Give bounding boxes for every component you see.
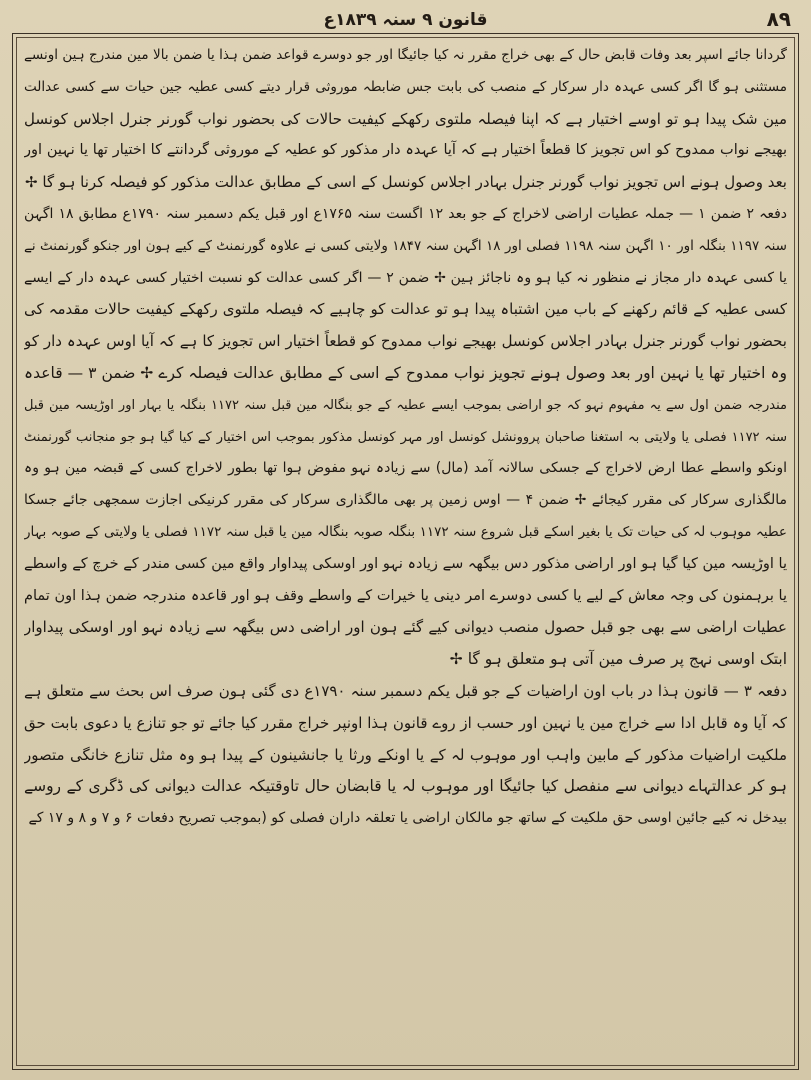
text-line: سنہ ۱۱۹۷ بنگلہ اور ۱۰ اگہن سنہ ۱۱۹۸ فصلی اور ۱۸ اگہن سنہ ۱۸۴۷ ولایتی کسی نے علاوہ گورنمنٹ کے کیے ہون اور جنکو گورنمنٹ نے: [24, 237, 787, 254]
text-line: یا اوڑیسہ مین کیا گیا ہو اور اراضی مذکور دس بیگھہ سے زیادہ نہو اور اوسکی پیداوار واقع مین کسی مندر کے خرچ کے واسطے: [24, 555, 787, 572]
text-line: سنہ ۱۱۷۲ فصلی یا ولایتی بہ استغنا صاحبان پروونشل کونسل اور مہر کونسل مذکور بموجب اس اختیار کے کیا گیا ہو جو منجانب گورنمنٹ: [24, 429, 787, 445]
text-line: وہ اختیار تھا یا نہین اور بعد وصول ہونے تجویز نواب ممدوح کے اسی کے مطابق عدالت فیصلہ کرے ✢ ضمن ۳ — قاعدہ: [24, 363, 787, 382]
body-text: [24, 40, 787, 1062]
text-line: بیدخل نہ کیے جائین اوسی حق ملکیت کے ساتھ جو مالکان اراضی یا تعلقہ داران فصلی کو (بموجب تصریح دفعات ۶ و ۷ و ۸ و ۱۷ کے: [28, 810, 787, 827]
text-line: یا کسی عہدہ دار مجاز نے منظور نہ کیا ہو وہ ناجائز ہین ✢ ضمن ۲ — اگر کسی عدالت کو نسبت اختیار کسی عہدہ دار کے ایسے: [24, 269, 787, 286]
page-header: [14, 6, 797, 32]
text-line: بھیجے نواب ممدوح کو اس تجویز کا قطعاً اختیار ہے کہ آیا عہدہ دار مذکور کو عطیہ کے موروثی گردانتے کا اختیار تھا یا نہین اور: [24, 142, 787, 159]
text-line: کہ آیا وہ قابل ادا سے خراج مین یا نہین اور حسب از روے قانون ہذا اونپر خراج مقرر کیا جائے تو جو تنازع یا دعوی بابت حق: [24, 713, 787, 732]
text-line: مالگذاری سرکار کی مقرر کیجائے ✢ ضمن ۴ — اوس زمین پر بھی مالگذاری سرکار کی مقرر کرنیکی اجازت سمجھی جائے جسکا: [24, 492, 787, 509]
text-line: یا برہمنون کی وجہ معاش کے لیے یا کسی دوسرے امر دینی یا خیرات کے واسطے وقف ہو اور قاعدہ مندرجہ ضمن ہذا اون تمام: [24, 587, 787, 604]
text-line: مندرجہ ضمن اول سے یہ مفہوم نہو کہ جو اراضی بموجب ایسے عطیہ کے جو بنگالہ مین قبل سنہ ۱۱۷۲ بنگلہ یا بہار اور اوڑیسہ مین قبل: [24, 397, 787, 413]
running-head: قانون ۹ سنہ ۱۸۳۹ع: [323, 9, 488, 30]
text-line: عطیہ موہوب لہ کی حیات تک یا بغیر اسکے قبل شروع سنہ ۱۱۷۲ بنگلہ صوبہ بنگالہ مین یا قبل سنہ ۱۱۷۲ فصلی یا ولایتی کے صوبہ بہار: [24, 523, 787, 540]
text-line: ابتک اوسی نہج پر صرف مین آتی ہو متعلق ہو گا ✢: [449, 650, 787, 669]
text-line: مستثنی ہو گا اگر کسی عہدہ دار سرکار کے منصب کی بابت جس ضابطہ موروثی قرار دیتے کسی عطیہ جین حیات سے کسی عدالت: [24, 78, 787, 95]
text-line: عطیات اراضی سے بھی جو قبل حصول منصب دیوانی کیے گئے ہون اور اراضی دس بیگھہ سے زیادہ نہو اور اوسکی پیداوار: [24, 618, 787, 637]
text-line: گردانا جائے اسپر بعد وفات قابض حال کے بھی خراج مقرر نہ کیا جائیگا اور جو دوسرے قواعد ضمن ہذا یا ضمن بالا مین مندرج ہین اونسے: [24, 47, 787, 63]
text-line: بحضور نواب گورنر جنرل بہادر اجلاس کونسل بھیجے نواب ممدوح کو قطعاً اختیار اس تجویز کا ہے کہ آیا اوس عہدہ دار کو: [24, 332, 787, 351]
text-line: ملکیت اراضیات مذکور کے مابین واہب اور موہوب لہ کے یا اونکے ورثا یا جانشینون کے پیدا ہو وہ مثل تنازع خانگی متصور: [24, 745, 787, 764]
text-line: اونکو واسطے عطا ارض لاخراج کے جسکی سالانہ آمد (مال) سے زیادہ نہو مفوض ہوا تھا بطور لاخراج کسی کے قبضہ مین ہو وہ: [24, 460, 787, 477]
page-number: ۸۹: [766, 7, 791, 31]
text-line: ہو کر عدالتہاے دیوانی سے منفصل کیا جائیگا اور موہوب لہ یا قابضان حال تاوقتیکہ عدالت دیوانی کی ڈگری کے روسے: [24, 777, 787, 796]
text-line: دفعہ ۳ — قانون ہذا در باب اون اراضیات کے جو قبل یکم دسمبر سنہ ۱۷۹۰ع دی گئی ہون صرف اس بحث سے متعلق ہے: [24, 681, 787, 700]
text-line: دفعہ ۲ ضمن ۱ — جملہ عطیات اراضی لاخراج کے جو بعد ۱۲ اگست سنہ ۱۷۶۵ع اور قبل یکم دسمبر سنہ ۱۷۹۰ع مطابق ۱۸ اگہن: [24, 205, 787, 222]
text-line: مین شک پیدا ہو تو اوسے اختیار ہے کہ اپنا فیصلہ ملتوی رکھکے کیفیت حالات کی بحضور نواب گورنر جنرل اجلاس کونسل: [24, 109, 787, 128]
text-line: کسی عطیہ کے قائم رکھنے کے باب مین اشتباہ پیدا ہو تو عدالت کو چاہیے کہ فیصلہ ملتوی رکھکے کیفیت حالات مقدمہ کی: [24, 300, 787, 319]
text-line: بعد وصول ہونے اس تجویز نواب گورنر جنرل بہادر اجلاس کونسل کے اسی کے مطابق عدالت مذکور کو فیصلہ کرنا ہو گا ✢: [25, 173, 787, 192]
